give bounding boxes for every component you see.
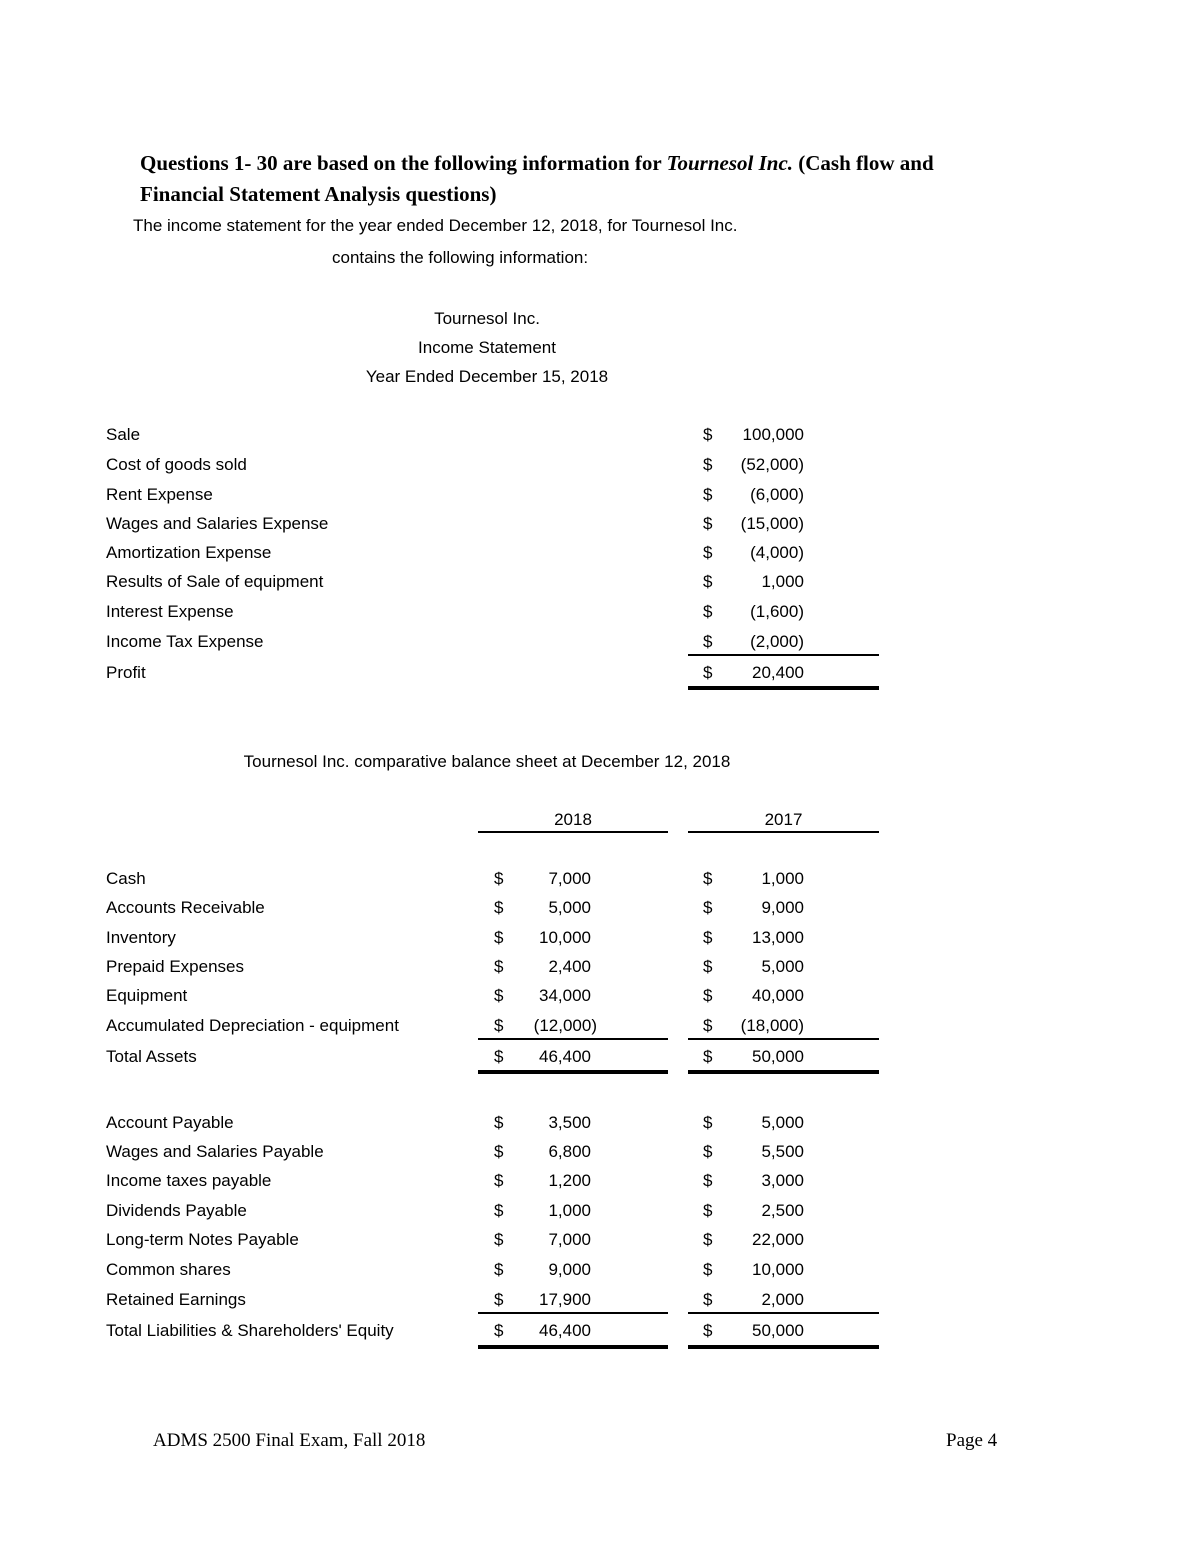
bs-row-label: Accumulated Depreciation - equipment [106,1016,399,1035]
col-header-2018: 2018 [554,810,592,829]
bs-dollar-2018: $ [494,928,504,947]
is-total-double-rule [688,686,879,690]
is-row-label: Interest Expense [106,602,234,621]
is-row-amount: 100,000 [742,425,804,444]
bs-value-2017: 50,000 [752,1047,804,1066]
liab-total-rule-2018 [478,1345,668,1349]
liab-subtotal-rule-2018 [478,1312,668,1314]
is-row-amount: 1,000 [761,572,804,591]
bs-dollar-2017: $ [703,869,713,888]
bs-value-2018: 7,000 [548,869,591,888]
income-statement-company: Tournesol Inc. [434,309,540,328]
bs-dollar-2017: $ [703,957,713,976]
bs-dollar-2018: $ [494,1047,504,1066]
bs-value-2017: 1,000 [761,869,804,888]
bs-value-2017: 5,000 [761,1113,804,1132]
assets-subtotal-rule-2017 [688,1038,879,1040]
intro-line2: contains the following information: [332,248,589,267]
bs-dollar-2018: $ [494,1260,504,1279]
bs-dollar-2017: $ [703,986,713,1005]
bs-value-2017: 10,000 [752,1260,804,1279]
bs-row-label: Retained Earnings [106,1290,246,1309]
liab-subtotal-rule-2017 [688,1312,879,1314]
balance-sheet-title: Tournesol Inc. comparative balance sheet at December 12, 2018 [243,752,731,771]
bs-value-2018: 10,000 [539,928,591,947]
assets-subtotal-rule-2018 [478,1038,668,1040]
is-row-amount: (1,600) [750,602,804,621]
is-row-label: Amortization Expense [106,543,272,562]
bs-row-label: Income taxes payable [106,1171,272,1190]
bs-dollar-2018: $ [494,1142,504,1161]
bs-dollar-2018: $ [494,1201,504,1220]
question-heading-line2: Financial Statement Analysis questions) [140,182,497,206]
bs-value-2017: 2,000 [761,1290,804,1309]
bs-value-2018: 17,900 [539,1290,591,1309]
col-header-2018-rule [478,831,668,833]
bs-dollar-2018: $ [494,1016,504,1035]
bs-dollar-2017: $ [703,1290,713,1309]
bs-dollar-2017: $ [703,1230,713,1249]
bs-dollar-2017: $ [703,898,713,917]
bs-dollar-2018: $ [494,1171,504,1190]
is-row-dollar: $ [703,602,713,621]
bs-value-2018: 46,400 [539,1321,591,1340]
bs-value-2017: 40,000 [752,986,804,1005]
is-row-dollar: $ [703,543,713,562]
bs-row-label: Wages and Salaries Payable [106,1142,324,1161]
bs-value-2018: 7,000 [548,1230,591,1249]
bs-value-2017: (18,000) [740,1016,804,1035]
is-row-amount: (52,000) [740,455,804,474]
bs-dollar-2018: $ [494,869,504,888]
is-row-dollar: $ [703,663,713,682]
bs-dollar-2017: $ [703,1321,713,1340]
bs-dollar-2018: $ [494,898,504,917]
bs-value-2018: 5,000 [548,898,591,917]
footer-page-number: Page 4 [946,1430,998,1451]
bs-row-label: Equipment [106,986,188,1005]
bs-dollar-2018: $ [494,1290,504,1309]
bs-dollar-2017: $ [703,1142,713,1161]
intro-line1: The income statement for the year ended December 12, 2018, for Tournesol Inc. [133,216,738,235]
col-header-2017: 2017 [764,810,803,829]
company-name: Tournesol Inc. [666,151,794,175]
is-row-label: Cost of goods sold [106,455,247,474]
is-row-dollar: $ [703,455,713,474]
bs-dollar-2017: $ [703,1201,713,1220]
bs-value-2017: 3,000 [761,1171,804,1190]
bs-value-2018: 1,000 [548,1201,591,1220]
bs-value-2018: 34,000 [539,986,591,1005]
is-row-amount: (2,000) [750,632,804,651]
bs-value-2018: (12,000) [533,1016,597,1035]
bs-value-2018: 6,800 [548,1142,591,1161]
question-heading-line1: Questions 1- 30 are based on the following information for Tournesol Inc. (Cash flow and [140,151,934,175]
bs-value-2017: 2,500 [761,1201,804,1220]
bs-row-label: Dividends Payable [106,1201,247,1220]
is-row-label: Rent Expense [106,485,213,504]
is-row-dollar: $ [703,485,713,504]
bs-dollar-2017: $ [703,928,713,947]
bs-dollar-2017: $ [703,1113,713,1132]
bs-dollar-2017: $ [703,1016,713,1035]
is-row-label: Results of Sale of equipment [106,572,324,591]
bs-value-2018: 3,500 [548,1113,591,1132]
bs-value-2018: 2,400 [548,957,591,976]
bs-row-label: Prepaid Expenses [106,957,244,976]
bs-dollar-2018: $ [494,1321,504,1340]
bs-value-2017: 5,500 [761,1142,804,1161]
bs-dollar-2017: $ [703,1171,713,1190]
is-row-label: Income Tax Expense [106,632,264,651]
bs-value-2018: 9,000 [548,1260,591,1279]
income-statement-title: Income Statement [418,338,556,357]
is-row-label: Wages and Salaries Expense [106,514,329,533]
bs-value-2018: 1,200 [548,1171,591,1190]
footer-exam-title: ADMS 2500 Final Exam, Fall 2018 [153,1430,426,1451]
bs-row-label: Long-term Notes Payable [106,1230,299,1249]
bs-dollar-2018: $ [494,986,504,1005]
col-header-2017-rule [688,831,879,833]
bs-value-2017: 13,000 [752,928,804,947]
bs-value-2017: 9,000 [761,898,804,917]
bs-row-label: Inventory [106,928,176,947]
bs-dollar-2017: $ [703,1260,713,1279]
is-row-dollar: $ [703,514,713,533]
bs-dollar-2018: $ [494,1113,504,1132]
bs-row-label: Cash [106,869,146,888]
bs-value-2018: 46,400 [539,1047,591,1066]
is-row-label: Sale [106,425,141,444]
liab-total-rule-2017 [688,1345,879,1349]
bs-row-label: Account Payable [106,1113,234,1132]
is-row-label: Profit [106,663,146,682]
is-row-amount: (15,000) [740,514,804,533]
bs-dollar-2017: $ [703,1047,713,1066]
is-row-amount: (6,000) [750,485,804,504]
bs-row-label: Accounts Receivable [106,898,265,917]
bs-value-2017: 5,000 [761,957,804,976]
bs-value-2017: 50,000 [752,1321,804,1340]
is-row-amount: (4,000) [750,543,804,562]
is-row-dollar: $ [703,425,713,444]
assets-total-rule-2017 [688,1070,879,1074]
is-row-dollar: $ [703,572,713,591]
is-row-amount: 20,400 [752,663,804,682]
bs-dollar-2018: $ [494,1230,504,1249]
bs-value-2017: 22,000 [752,1230,804,1249]
is-subtotal-rule [688,654,879,656]
bs-row-label: Total Assets [106,1047,197,1066]
bs-row-label: Total Liabilities & Shareholders' Equity [106,1321,394,1340]
question-heading [140,148,934,210]
bs-dollar-2018: $ [494,957,504,976]
is-row-dollar: $ [703,632,713,651]
income-statement-period: Year Ended December 15, 2018 [365,367,609,386]
bs-row-label: Common shares [106,1260,231,1279]
assets-total-rule-2018 [478,1070,668,1074]
